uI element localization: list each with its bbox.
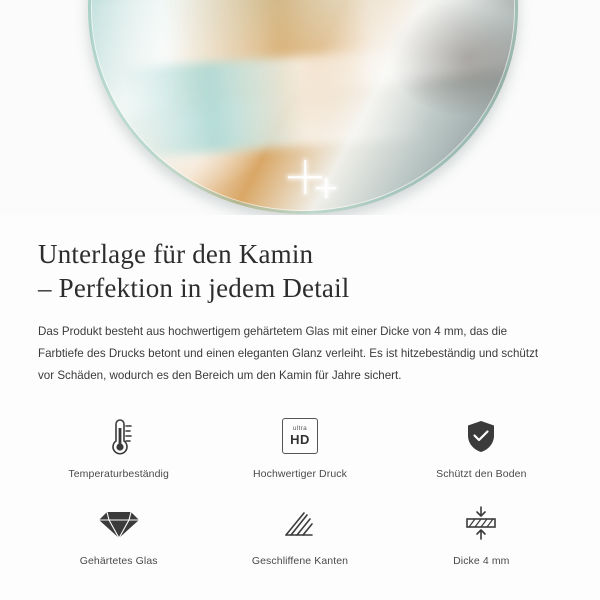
- feature-item-floor-protection: [391, 413, 572, 480]
- feature-label: Geschliffene Kanten: [251, 555, 349, 567]
- page-title-line-2: – Perfektion in jedem Detail: [38, 273, 350, 303]
- feature-item-print-quality: [209, 413, 390, 480]
- feature-grid: [0, 413, 600, 567]
- text-content: [0, 215, 600, 387]
- ultra-hd-badge-main: HD: [290, 432, 310, 448]
- thickness-icon: [459, 500, 503, 546]
- product-description: Das Produkt besteht aus hochwertigem gehärtetem Glas mit einer Dicke von 4 mm, das die Farbtiefe des Drucks betont und einen eleganten Glanz verleiht. Es ist hitzebeständig und schützt vor Schäden, wodurch es den Bereich um den Kamin für Jahre sichert.: [38, 325, 539, 382]
- page-title-line-1: Unterlage für den Kamin: [38, 239, 314, 269]
- feature-label: Hochwertiger Druck: [252, 468, 347, 480]
- feature-label: Dicke 4 mm: [453, 555, 510, 567]
- feature-label: Temperaturbeständig: [68, 468, 169, 480]
- feature-label: Gehärtetes Glas: [79, 555, 158, 567]
- feature-item-tempered-glass: [28, 500, 209, 567]
- shield-check-icon: [461, 413, 501, 459]
- ultra-hd-badge-top: ultra: [292, 424, 308, 432]
- ultra-hd-icon: [282, 413, 318, 459]
- diamond-icon: [97, 500, 141, 546]
- feature-item-thickness: [391, 500, 572, 567]
- glass-plate-image: [88, 0, 518, 214]
- polished-edges-icon: [278, 500, 322, 546]
- hero-image: [0, 0, 600, 215]
- page-title: [38, 237, 562, 305]
- marble-swirl-c: [120, 48, 427, 159]
- feature-item-polished-edges: [209, 500, 390, 567]
- feature-label: Schützt den Boden: [436, 468, 527, 480]
- thermometer-icon: [99, 413, 139, 459]
- feature-item-temperature: [28, 413, 209, 480]
